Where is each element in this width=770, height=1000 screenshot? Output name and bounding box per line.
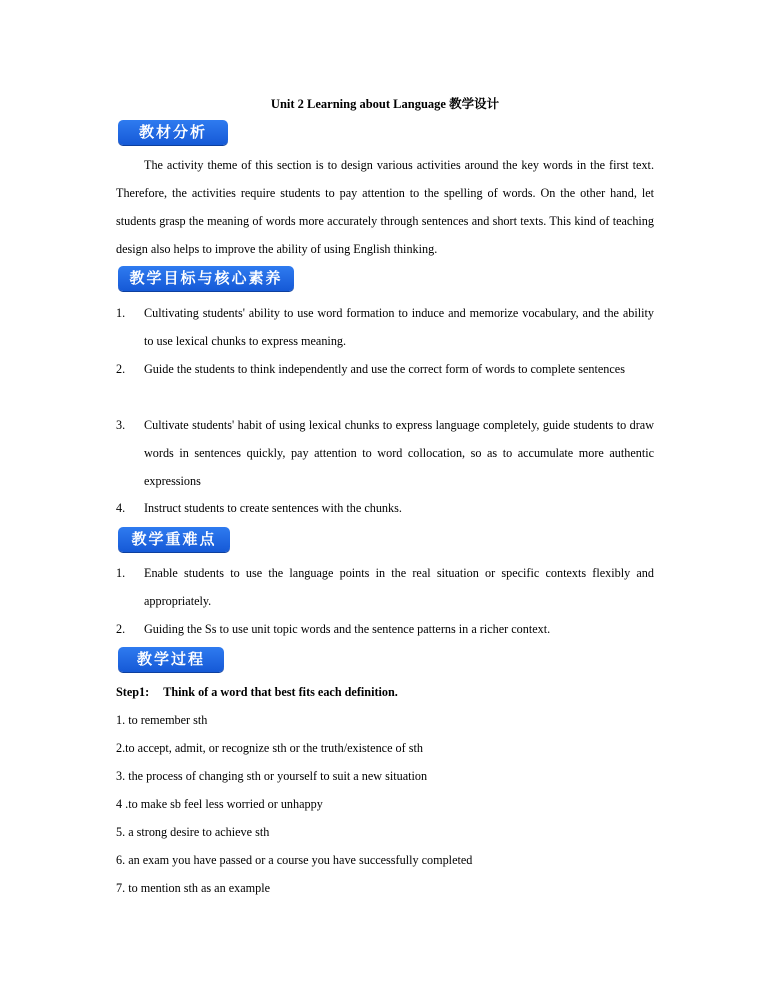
step-instruction: Think of a word that best fits each definition. bbox=[163, 685, 398, 699]
objective-item-3 bbox=[116, 411, 654, 495]
objective-number: 4. bbox=[116, 501, 126, 515]
objective-number: 2. bbox=[116, 362, 126, 376]
objective-text: Instruct students to create sentences with the chunks. bbox=[144, 501, 402, 515]
definition-item: 5. a strong desire to achieve sth bbox=[116, 825, 270, 839]
section-tag-process: 教学过程 bbox=[118, 647, 224, 672]
objective-item-2 bbox=[116, 355, 654, 383]
objective-item-1 bbox=[116, 299, 654, 355]
definition-item: 4 .to make sb feel less worried or unhappy bbox=[116, 797, 323, 811]
definition-item: 7. to mention sth as an example bbox=[116, 881, 271, 895]
key-point-text: Guiding the Ss to use unit topic words and the sentence patterns in a richer context. bbox=[144, 622, 551, 636]
step-heading bbox=[116, 678, 656, 706]
key-point-item-1 bbox=[116, 559, 654, 615]
objective-text: Cultivate students' habit of using lexical chunks to express language completely, guide students to draw words in sentences quickly, pay attention to word collocation, so as to accumulate more authentic expressions bbox=[144, 418, 654, 488]
key-point-text: Enable students to use the language points in the real situation or specific contexts flexibly and appropriately. bbox=[144, 566, 654, 608]
objective-text: Cultivating students' ability to use word formation to induce and memorize vocabulary, and the ability to use lexical chunks to express meaning. bbox=[144, 306, 654, 348]
objective-number: 3. bbox=[116, 418, 126, 432]
definition-item: 6. an exam you have passed or a course you have successfully completed bbox=[116, 853, 473, 867]
definition-item: 3. the process of changing sth or yourself to suit a new situation bbox=[116, 769, 428, 783]
definition-item: 2.to accept, admit, or recognize sth or the truth/existence of sth bbox=[116, 741, 423, 755]
key-point-number: 1. bbox=[116, 566, 126, 580]
section-tag-key-points: 教学重难点 bbox=[118, 527, 230, 552]
definition-item: 1. to remember sth bbox=[116, 713, 208, 727]
key-point-item-2 bbox=[116, 615, 654, 643]
analysis-paragraph: The activity theme of this section is to design various activities around the key words in the first text. Therefore, the activities require students to pay attention to the spelling of words. On the other hand, let students grasp the meaning of words more accurately through sentences and short texts. This kind of teaching design also helps to improve the ability of using English thinking. bbox=[116, 158, 654, 256]
section-tag-objectives: 教学目标与核心素养 bbox=[118, 266, 294, 291]
objective-text: Guide the students to think independently and use the correct form of words to complete sentences bbox=[144, 362, 625, 376]
key-point-number: 2. bbox=[116, 622, 126, 636]
objective-item-4 bbox=[116, 494, 654, 522]
objective-number: 1. bbox=[116, 306, 126, 320]
section-tag-analysis: 教材分析 bbox=[118, 120, 228, 145]
page-title: Unit 2 Learning about Language 教学设计 bbox=[270, 97, 500, 111]
step-label: Step1: bbox=[116, 685, 150, 699]
